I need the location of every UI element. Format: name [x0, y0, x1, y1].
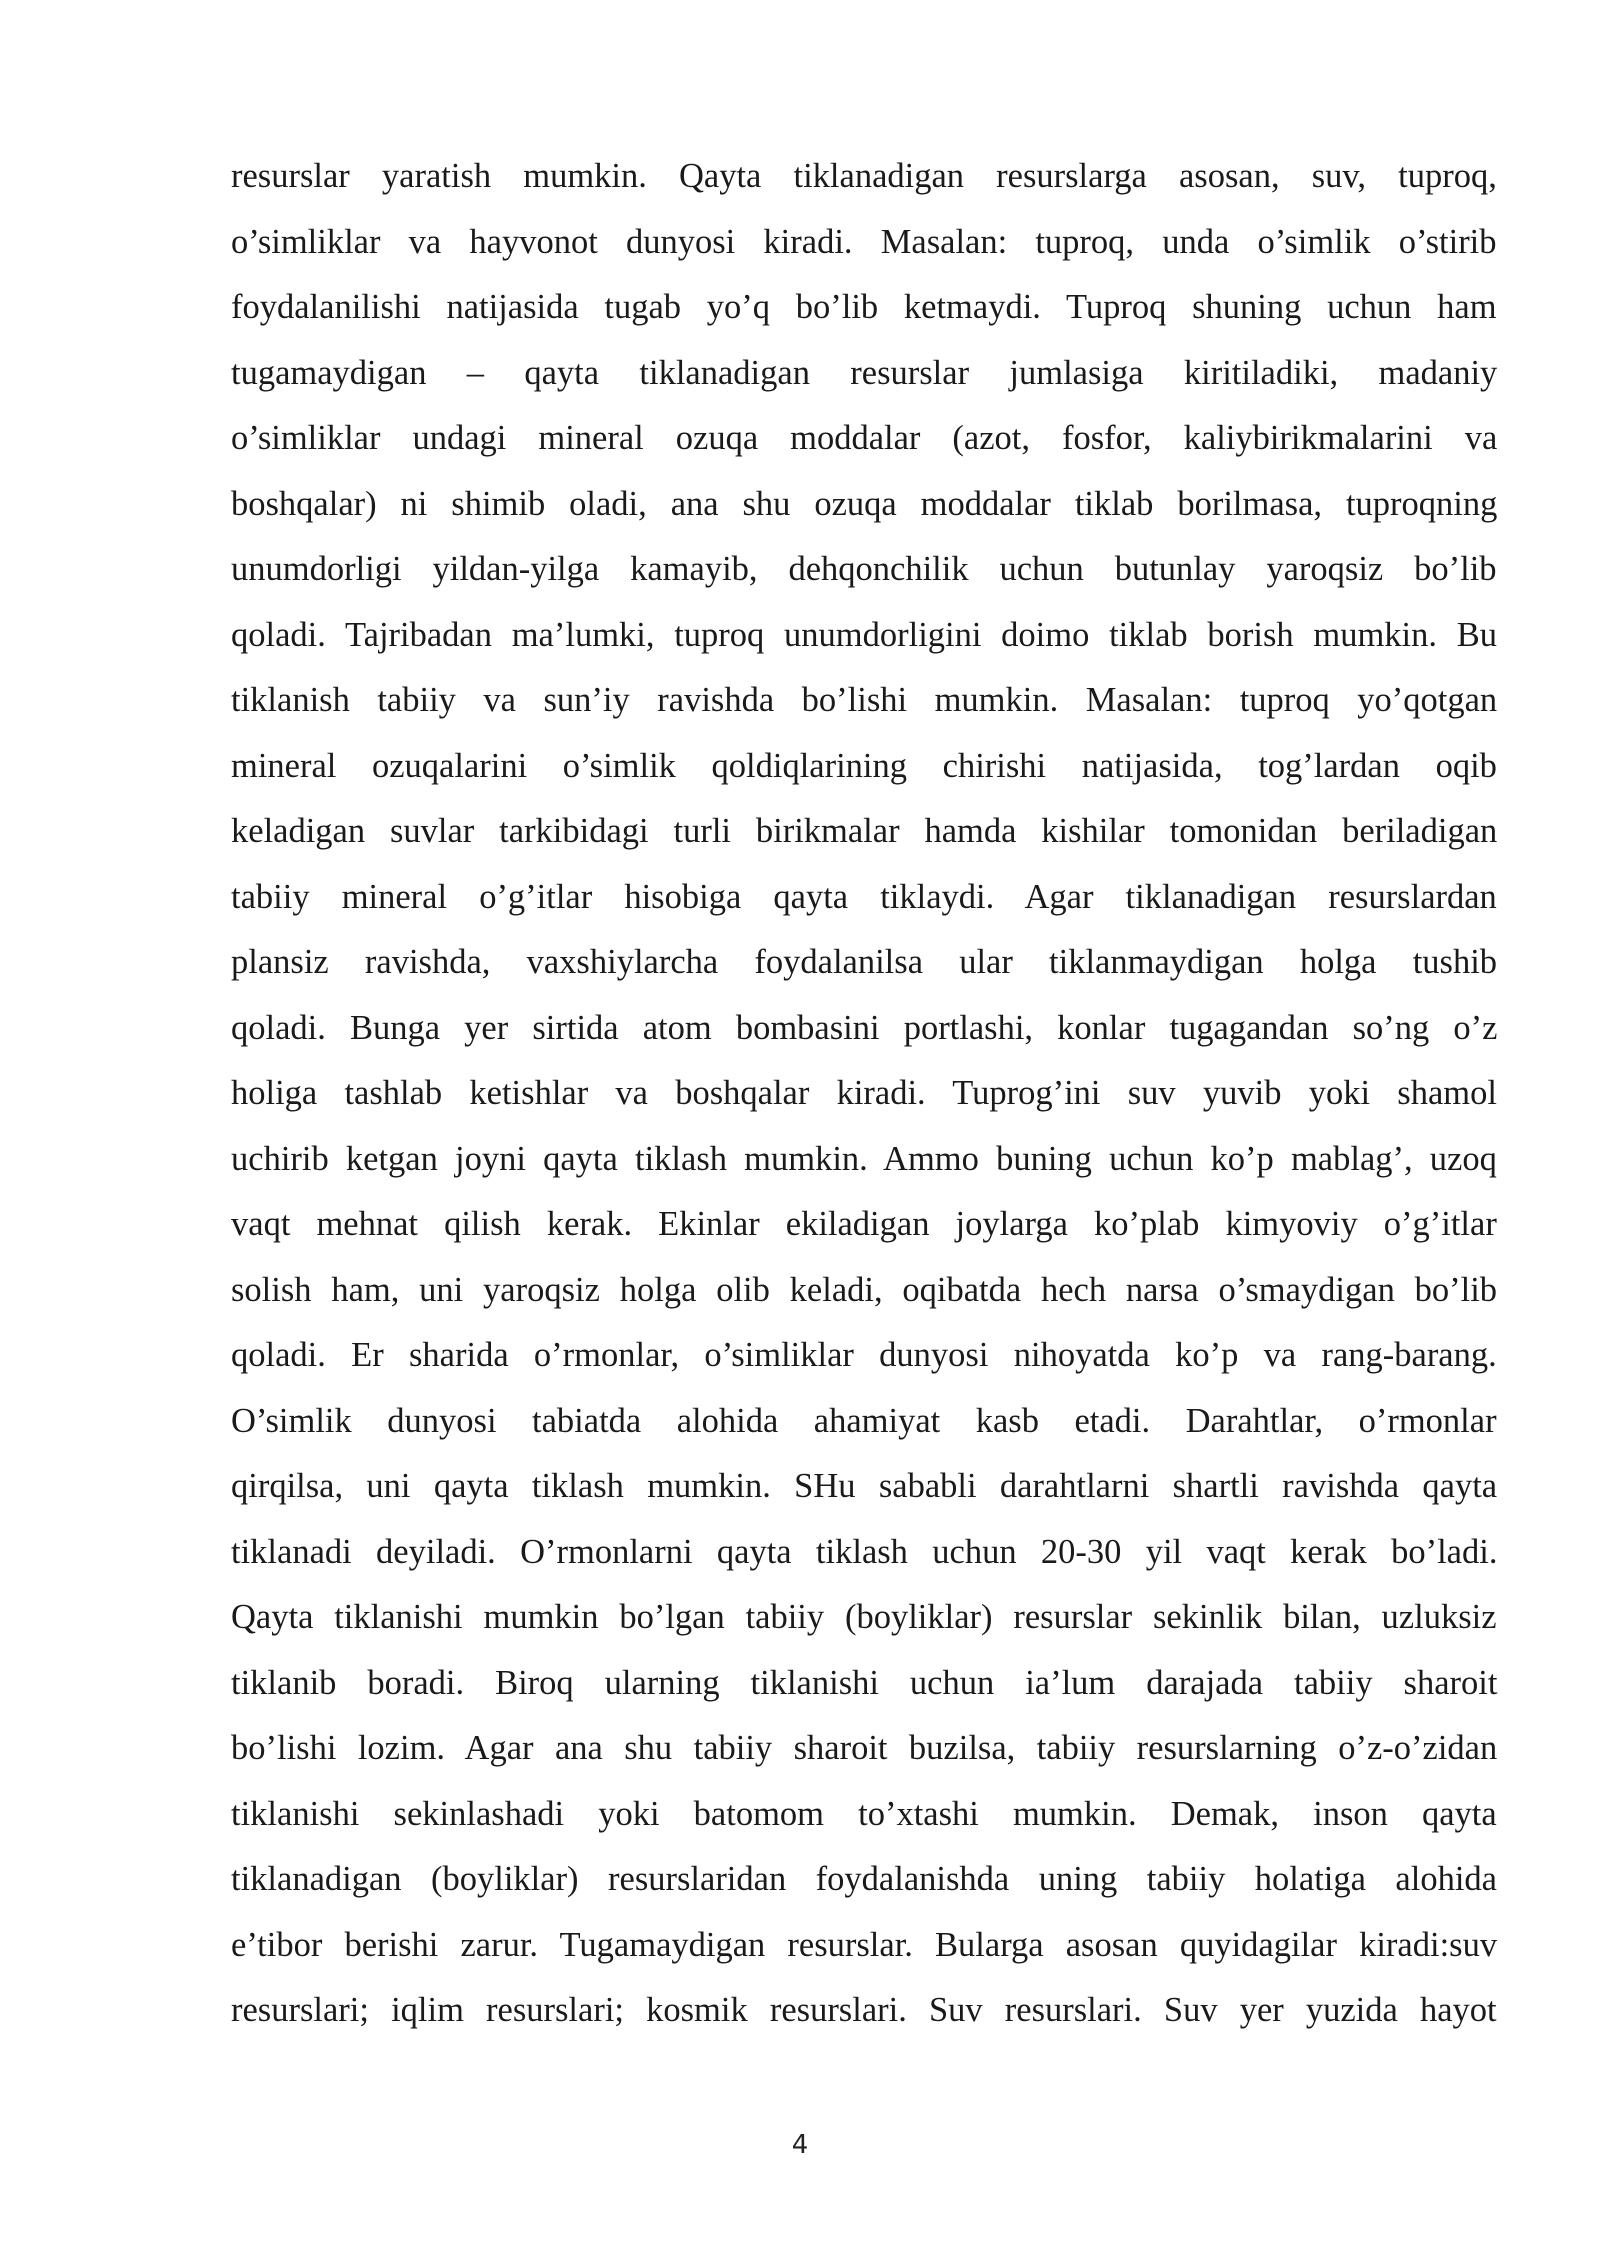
text-line: uchirib ketgan joyni qayta tiklash mumkin. Ammo buning uchun ko’p mablag’, uzoq: [231, 1139, 1497, 1178]
text-line: tabiiy mineral o’g’itlar hisobiga qayta tiklaydi. Agar tiklanadigan resurslardan: [231, 877, 1497, 916]
body-paragraph: [231, 150, 1497, 2050]
text-line: tugamaydigan – qayta tiklanadigan resurslar jumlasiga kiritiladiki, madaniy: [231, 353, 1498, 392]
text-line: holiga tashlab ketishlar va boshqalar kiradi. Tuprog’ini suv yuvib yoki shamol: [231, 1074, 1497, 1112]
text-line: qoladi. Er sharida o’rmonlar, o’simliklar dunyosi nihoyatda ko’p va rang-barang.: [231, 1336, 1497, 1374]
text-line: bo’lishi lozim. Agar ana shu tabiiy sharoit buzilsa, tabiiy resurslarning o’z-o’zidan: [231, 1729, 1498, 1767]
text-line: resurslar yaratish mumkin. Qayta tiklanadigan resurslarga asosan, suv, tuproq,: [231, 157, 1497, 195]
text-line: mineral ozuqalarini o’simlik qoldiqlarining chirishi natijasida, tog’lardan oqib: [231, 746, 1497, 785]
text-line: tiklanadi deyiladi. O’rmonlarni qayta tiklash uchun 20-30 yil vaqt kerak bo’ladi.: [231, 1532, 1498, 1571]
text-line: plansiz ravishda, vaxshiylarcha foydalanilsa ular tiklanmaydigan holga tushib: [231, 943, 1498, 981]
text-line: e’tibor berishi zarur. Tugamaydigan resurslar. Bularga asosan quyidagilar kiradi:suv: [231, 1925, 1498, 1964]
page-number: 4: [791, 2130, 809, 2160]
text-line: vaqt mehnat qilish kerak. Ekinlar ekiladigan joylarga ko’plab kimyoviy o’g’itlar: [231, 1205, 1497, 1243]
text-line: keladigan suvlar tarkibidagi turli birikmalar hamda kishilar tomonidan beriladigan: [231, 812, 1498, 850]
text-line: O’simlik dunyosi tabiatda alohida ahamiyat kasb etadi. Darahtlar, o’rmonlar: [231, 1401, 1497, 1440]
text-line: qoladi. Bunga yer sirtida atom bombasini portlashi, konlar tugagandan so’ng o’z: [231, 1008, 1498, 1047]
text-line: resurslari; iqlim resurslari; kosmik resurslari. Suv resurslari. Suv yer yuzida hayot: [231, 1991, 1497, 2029]
text-line: unumdorligi yildan-yilga kamayib, dehqonchilik uchun butunlay yaroqsiz bo’lib: [231, 550, 1497, 588]
text-line: o’simliklar va hayvonot dunyosi kiradi. Masalan: tuproq, unda o’simlik o’stirib: [231, 222, 1497, 261]
text-line: tiklanadigan (boyliklar) resurslaridan foydalanishda uning tabiiy holatiga alohida: [231, 1860, 1497, 1898]
text-line: qoladi. Tajribadan ma’lumki, tuproq unumdorligini doimo tiklab borish mumkin. Bu: [231, 615, 1498, 654]
text-line: tiklanishi sekinlashadi yoki batomom to’xtashi mumkin. Demak, inson qayta: [231, 1794, 1497, 1833]
text-line: o’simliklar undagi mineral ozuqa moddalar (azot, fosfor, kaliybirikmalarini va: [231, 419, 1498, 457]
text-line: boshqalar) ni shimib oladi, ana shu ozuqa moddalar tiklab borilmasa, tuproqning: [231, 484, 1498, 523]
text-line: solish ham, uni yaroqsiz holga olib keladi, oqibatda hech narsa o’smaydigan bo’lib: [231, 1270, 1498, 1309]
text-line: tiklanish tabiiy va sun’iy ravishda bo’lishi mumkin. Masalan: tuproq yo’qotgan: [231, 681, 1498, 719]
text-line: Qayta tiklanishi mumkin bo’lgan tabiiy (boyliklar) resurslar sekinlik bilan, uzluksiz: [231, 1598, 1497, 1636]
text-line: foydalanilishi natijasida tugab yo’q bo’lib ketmaydi. Tuproq shuning uchun ham: [231, 288, 1497, 326]
text-line: qirqilsa, uni qayta tiklash mumkin. SHu sababli darahtlarni shartli ravishda qayta: [231, 1467, 1498, 1505]
text-line: tiklanib boradi. Biroq ularning tiklanishi uchun ia’lum darajada tabiiy sharoit: [231, 1663, 1498, 1702]
